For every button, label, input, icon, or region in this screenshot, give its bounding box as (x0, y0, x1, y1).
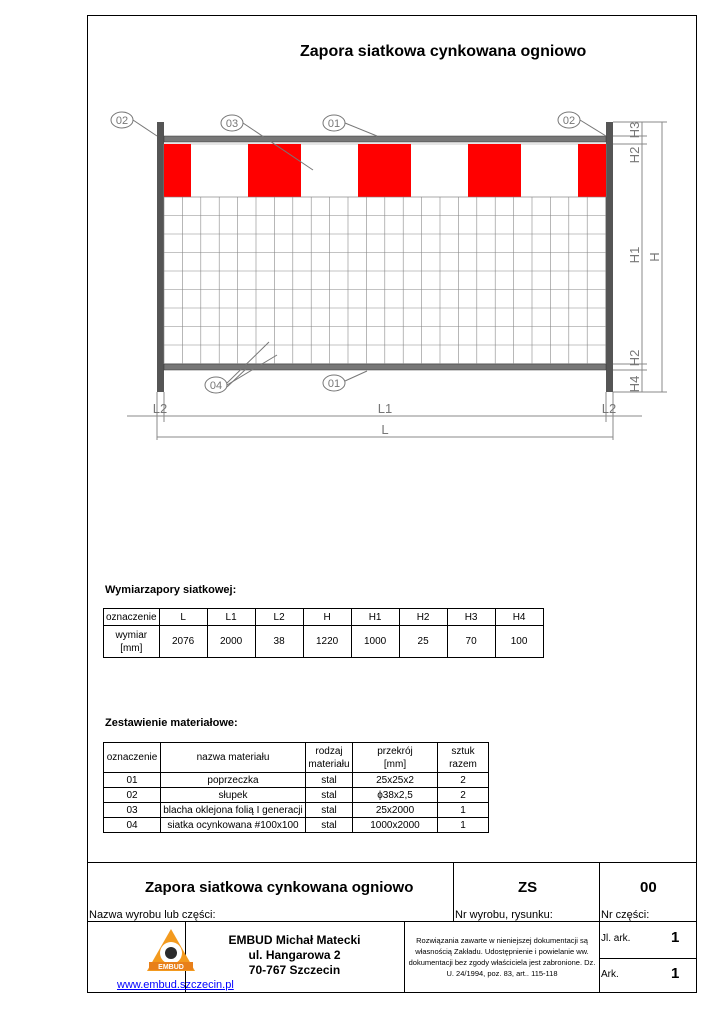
sheet-value: 1 (671, 965, 680, 982)
mat-name: poprzeczka (161, 773, 306, 788)
bottom-rail (164, 364, 606, 370)
dim-value: 1000 (351, 626, 399, 658)
dim-header: H (303, 609, 351, 626)
mat-code: 03 (104, 803, 161, 818)
dim-label-H: H (647, 252, 662, 262)
dim-header: H3 (447, 609, 495, 626)
mat-name: siatka ocynkowana #100x100 (161, 818, 306, 833)
dim-value: 1220 (303, 626, 351, 658)
divider (87, 921, 697, 922)
dim-header: H4 (495, 609, 543, 626)
dimensions-label: Wymiarzapory siatkowej: (105, 584, 237, 596)
materials-table (103, 742, 489, 833)
dim-header: L1 (207, 609, 255, 626)
dim-value: 2000 (207, 626, 255, 658)
warning-band (164, 144, 606, 197)
mat-name: słupek (161, 788, 306, 803)
mat-section: 1000x2000 (353, 818, 438, 833)
mat-header-section: przekrój [mm] (353, 743, 438, 773)
callout-02-left: 02 (115, 115, 129, 127)
divider (599, 958, 697, 959)
company-city: 70-767 Szczecin (248, 963, 341, 977)
mat-section: 25x25x2 (353, 773, 438, 788)
callout-01-bottom: 01 (327, 378, 341, 390)
company-street: ul. Hangarowa 2 (248, 948, 341, 962)
dim-value: 25 (399, 626, 447, 658)
table-row (104, 803, 489, 818)
mat-qty: 1 (438, 818, 489, 833)
mat-header-name: nazwa materiału (161, 743, 306, 773)
dim-value: 70 (447, 626, 495, 658)
divider (453, 863, 454, 921)
dim-value: 2076 (159, 626, 207, 658)
mat-qty: 2 (438, 773, 489, 788)
mat-name: blacha oklejona folią I generacji (161, 803, 306, 818)
post-left (157, 122, 164, 392)
divider (599, 863, 600, 993)
dim-label-L: L (381, 422, 389, 437)
mat-qty: 1 (438, 803, 489, 818)
product-name: Zapora siatkowa cynkowana ogniowo (145, 879, 414, 896)
dim-label-L2-left: L2 (152, 401, 168, 416)
mat-header-kind: rodzaj materiału (306, 743, 353, 773)
fence-drawing (87, 100, 697, 445)
product-name-label: Nazwa wyrobu lub części: (89, 909, 216, 921)
company-name: EMBUD Michał Matecki (228, 933, 361, 947)
dim-label-L2-right: L2 (601, 401, 617, 416)
post-right (606, 122, 613, 392)
materials-label: Zestawienie materiałowe: (105, 717, 238, 729)
sheet-label: Ark. (601, 969, 619, 980)
callout-04: 04 (209, 380, 223, 392)
callout-03: 03 (225, 118, 239, 130)
dim-label-H3: H3 (627, 121, 642, 139)
dim-label-H4: H4 (627, 375, 642, 393)
mat-code: 02 (104, 788, 161, 803)
mat-section: 25x2000 (353, 803, 438, 818)
mat-kind: stal (306, 788, 353, 803)
dim-header: H1 (351, 609, 399, 626)
dim-value: 100 (495, 626, 543, 658)
table-row (104, 818, 489, 833)
table-row (104, 773, 489, 788)
mat-code: 01 (104, 773, 161, 788)
drawing-number: ZS (518, 879, 538, 896)
dim-header: H2 (399, 609, 447, 626)
drawing-number-label: Nr wyrobu, rysunku: (455, 909, 553, 921)
mat-kind: stal (306, 773, 353, 788)
dim-value: 38 (255, 626, 303, 658)
callout-02-right: 02 (562, 115, 576, 127)
table-row (104, 788, 489, 803)
dim-header: oznaczenie (104, 609, 160, 626)
wire-mesh (164, 197, 606, 364)
sheets-value: 1 (671, 929, 680, 946)
callout-01-top: 01 (327, 118, 341, 130)
title-block (87, 862, 697, 993)
dim-label-H2-bottom: H2 (627, 349, 642, 367)
drawing-title: Zapora siatkowa cynkowana ogniowo (300, 43, 587, 60)
dim-label-H2-top: H2 (627, 146, 642, 164)
part-number: 00 (640, 879, 657, 896)
mat-qty: 2 (438, 788, 489, 803)
ownership-notice: Rozwiązania zawarte w nieniejszej dokumentacji są własnością Zakładu. Udostępnienie i powielanie ww. dokumentacji bez zgody właściciela jest zabronione. Dz. U. 24/1994, poz. 83, art.. 115-118 (408, 936, 596, 978)
dim-header: L (159, 609, 207, 626)
dim-label-L1: L1 (377, 401, 393, 416)
mat-kind: stal (306, 818, 353, 833)
company-address (185, 933, 404, 978)
mat-kind: stal (306, 803, 353, 818)
dim-label-H1: H1 (627, 246, 642, 264)
part-number-label: Nr części: (601, 909, 650, 921)
dim-row-label: wymiar [mm] (104, 626, 160, 658)
mat-code: 04 (104, 818, 161, 833)
svg-text:EMBUD: EMBUD (158, 964, 184, 971)
dimensions-table (103, 608, 544, 658)
top-rail (164, 136, 606, 142)
mat-section: ϕ38x2,5 (353, 788, 438, 803)
mat-header-code: oznaczenie (104, 743, 161, 773)
mat-header-qty: sztuk razem (438, 743, 489, 773)
website-link[interactable]: www.embud.szczecin.pl (117, 979, 234, 991)
sheets-label: Jl. ark. (601, 933, 631, 944)
dim-header: L2 (255, 609, 303, 626)
